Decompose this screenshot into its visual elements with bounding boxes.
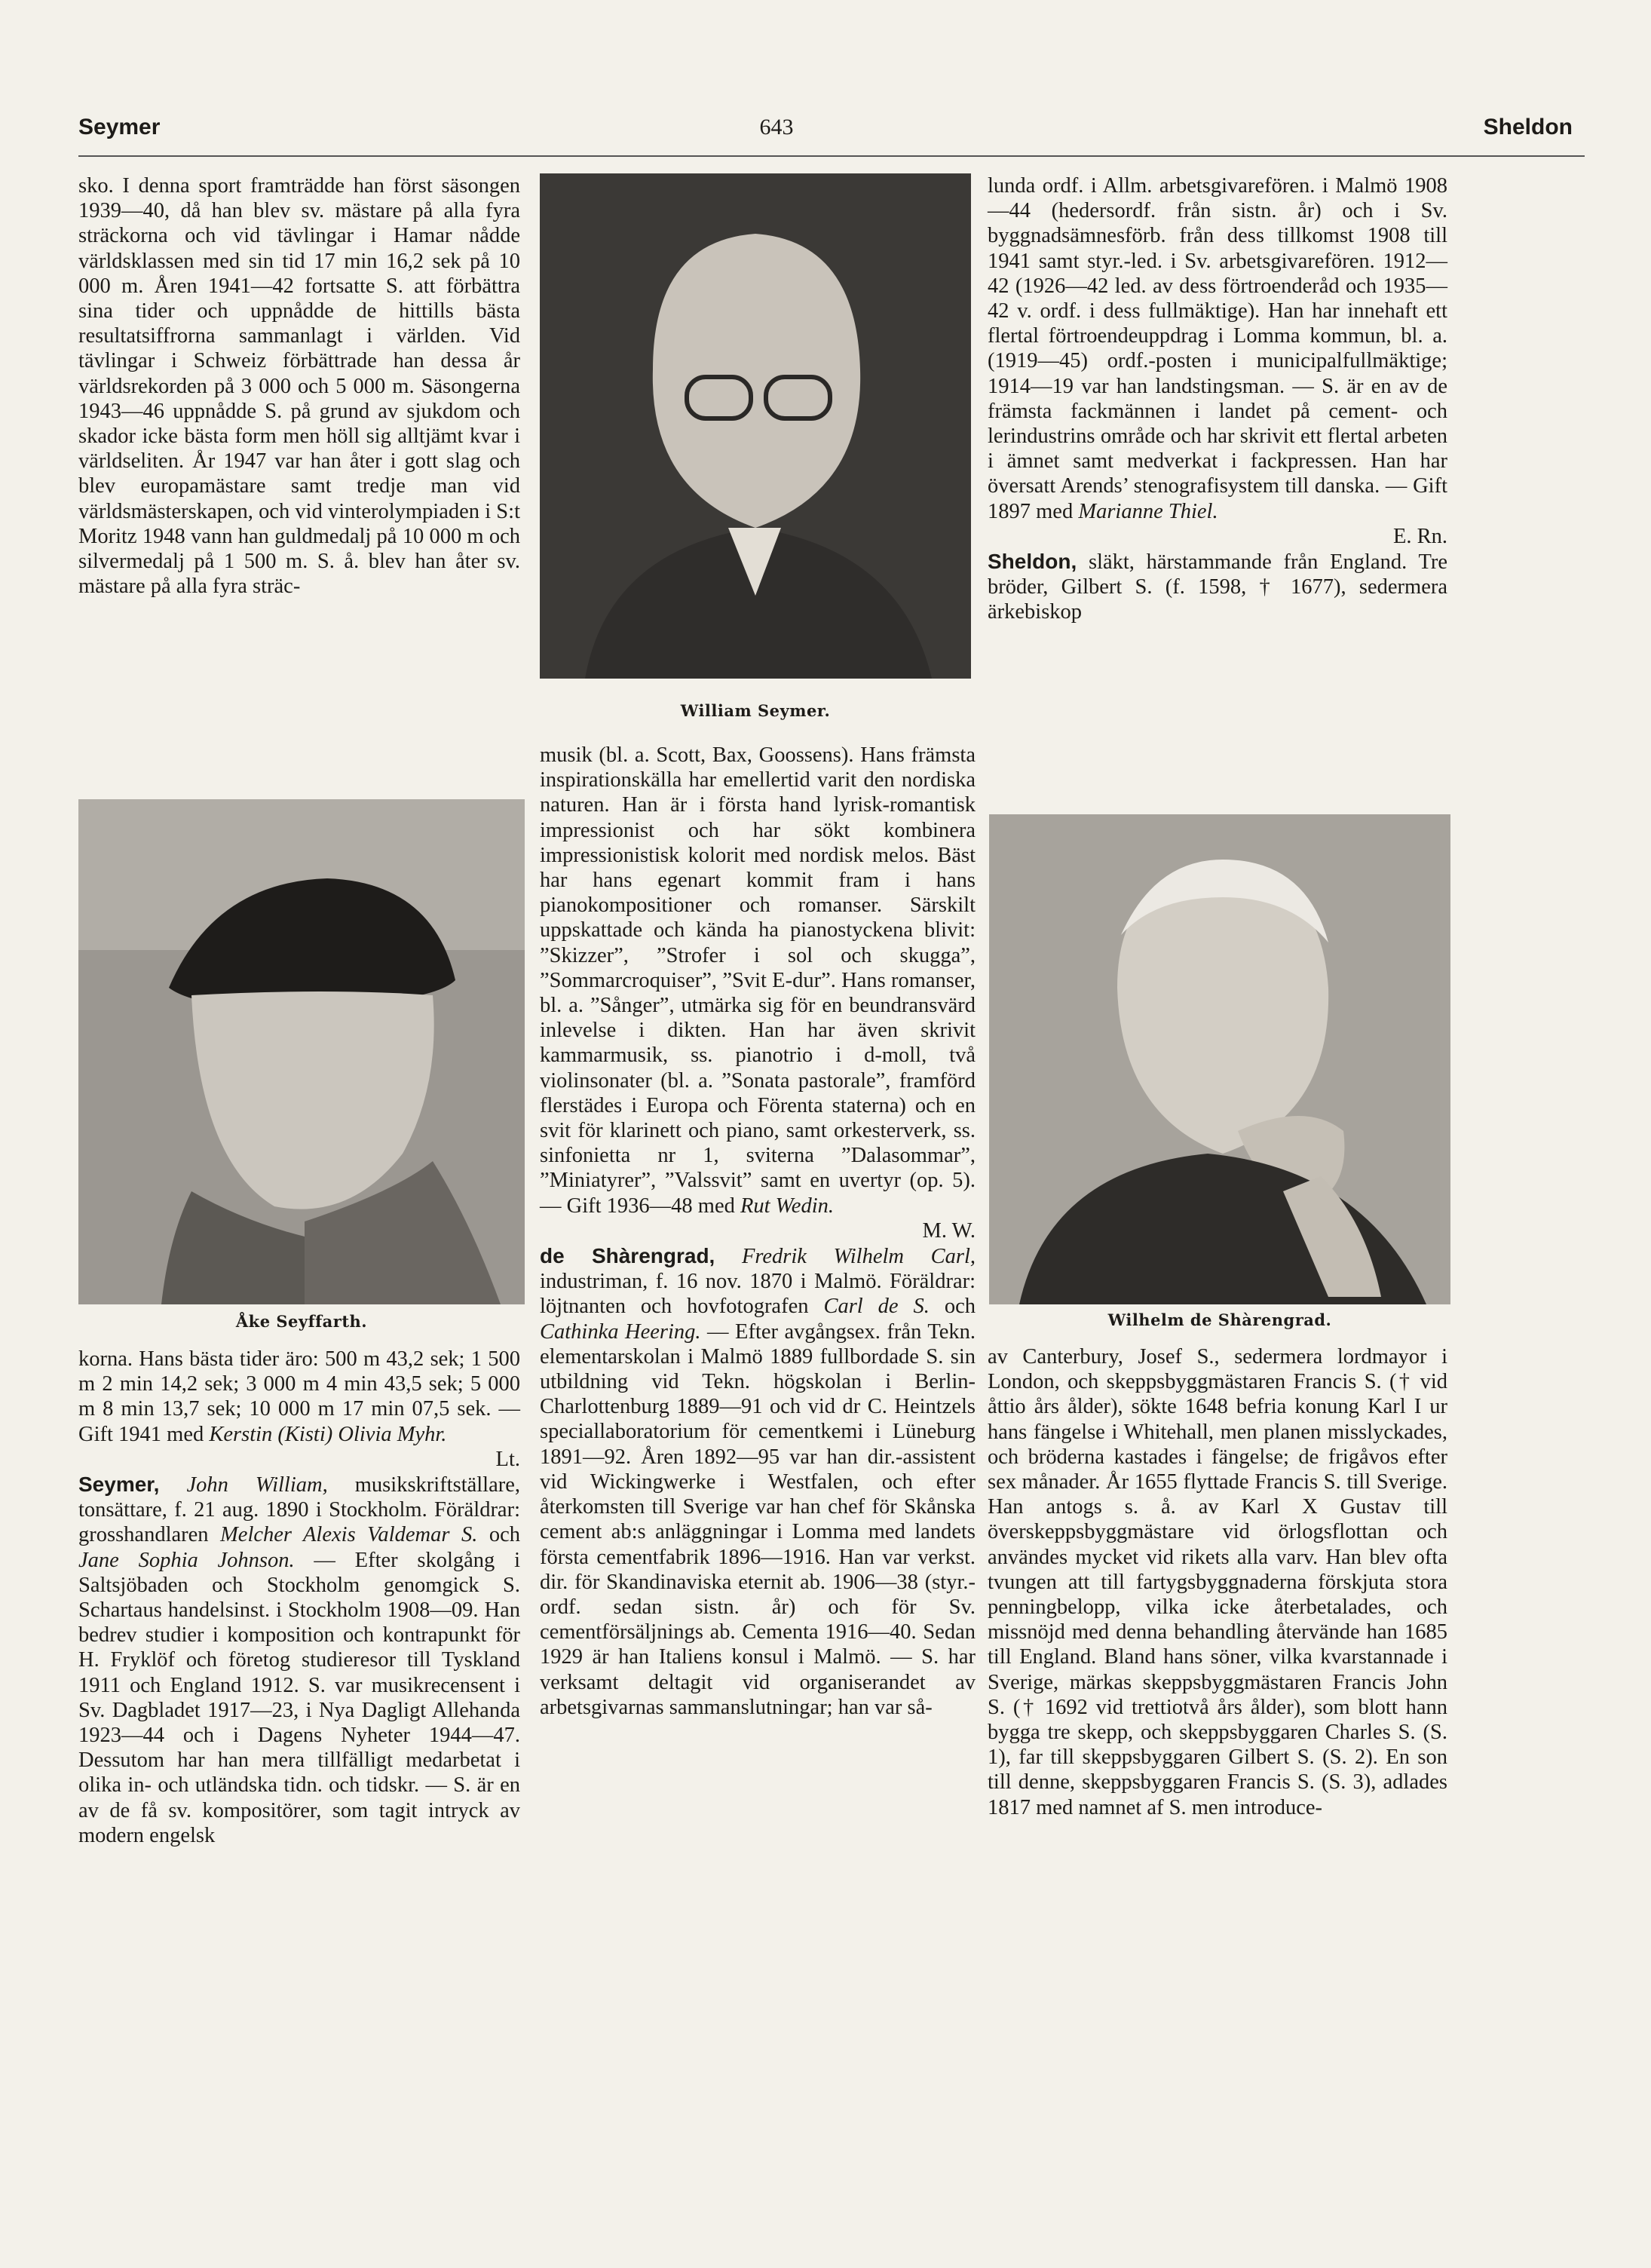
caption-sharengrad: Wilhelm de Shàrengrad. bbox=[1107, 1310, 1332, 1329]
sheldon-article: Sheldon, släkt, härstammande från England. Tre bröder, Gilbert S. (f. 1598, † 1677), sedermera ärkebiskop bbox=[988, 550, 1448, 624]
seyffarth-article-end: korna. Hans bästa tider äro: 500 m 43,2 sek; 1 500 m 2 min 14,2 sek; 3 000 m 4 min 43,5 sek; 5 000 m 8 min 13,7 sek; 10 000 m 17 min 07,5 sek. — Gift 1941 med Kerstin (Kisti) Olivia Myhr. Lt. bbox=[78, 1347, 520, 1471]
caption-seymer: William Seymer. bbox=[680, 701, 831, 720]
seymer-article: Seymer, John William, musikskriftställare, tonsättare, f. 21 aug. 1890 i Stockholm. Föräldrar: grosshandlaren Melcher Alexis Valdemar S. och Jane Sophia Johnson. — Efter skolgång i Saltsjöbaden och Stockholm genomgick S. Schartaus handelsinst. i Stockholm 1908—09. Han bedrev studier i komposition och kontrapunkt för H. Fryklöf och företog studieresor till Tyskland 1911 och England 1912. S. var musikrecensent i Sv. Dagbladet 1917—23, i Nya Dagligt Allehanda 1923—44 och i Dagens Nyheter 1944—47. Dessutom har han mera tillfälligt medarbetat i olika in- och utländska tidn. och tidskr. — S. är en av de få sv. kompositörer, som tagit intryck av modern engelsk bbox=[78, 1473, 521, 1847]
page-number: 643 bbox=[759, 115, 794, 139]
author-signature: Lt. bbox=[495, 1447, 520, 1471]
running-header-right: Sheldon bbox=[1483, 115, 1573, 139]
sharengrad-article-continued: lunda ordf. i Allm. arbetsgivarefören. i Malmö 1908—44 (hedersordf. från sistn. år) och i Sv. byggnadsämnesförb. från dess tillkomst 1908 till 1941 samt styr.-led. i Sv. arbetsgivarefören. 1912—42 (1926—42 led. av dess förtroenderåd och 1935—42 v. ordf. i dess fullmäktige). Han har innehaft ett flertal förtroendeuppdrag i Lomma kommun, bl. a. (1919—45) ordf.-posten i municipalfullmäktige; 1914—19 var han landstingsman. — S. är en av de främsta fackmännen i landet på cement- och lerindustrins område och har skrivit ett flertal arbeten i ämnet samt medverkat i fackpressen. Han har översatt Arends’ stenografisystem till danska. — Gift 1897 med Marianne Thiel. E. Rn. bbox=[988, 174, 1447, 548]
portrait-william-seymer bbox=[540, 173, 971, 679]
seymer-full-name: John William, bbox=[186, 1473, 328, 1497]
headword-seymer: Seymer, bbox=[78, 1473, 160, 1497]
header-rule bbox=[78, 155, 1585, 157]
column-3-bottom bbox=[988, 1344, 1447, 1820]
column-2 bbox=[540, 743, 976, 1720]
portrait-ake-seyffarth bbox=[78, 799, 525, 1304]
sheldon-article-continued: av Canterbury, Josef S., sedermera lordmayor i London, och skeppsbyggmästaren Francis S. († vid åttio års ålder), sökte 1648 befria konung Karl I ur hans fängelse i Whitehall, men planen misslyckades, och bröderna kastades i fängelse; de frigåvos efter sex månader. År 1655 flyttade Francis S. till Sverige. Han antogs s. å. av Karl X Gustav till överskeppsbyggmästare vid örlogsflottan och användes mycket vid rikets alla varv. Han blev ofta tvungen att till fartygsbyggnaderna förskjuta stora penningbelopp, vilka icke återbetalades, och missnöjd med denna behandling återvände han 1685 till England. Bland hans söner, vilka kvarstannade i Sverige, märkas skeppsbyggmästaren Francis John S. († 1692 vid trettiotvå års ålder), som blott hann bygga tre skepp, och skeppsbyggaren Charles S. (S. 1), far till skeppsbyggaren Gilbert S. (S. 2). En son till denne, skeppsbyggaren Francis S. (S. 3), adlades 1817 med namnet af S. men introduce- bbox=[988, 1345, 1447, 1819]
sharengrad-full-name: Fredrik Wilhelm Carl, bbox=[741, 1245, 976, 1269]
author-signature: M. W. bbox=[922, 1218, 976, 1243]
author-signature: E. Rn. bbox=[1392, 524, 1447, 548]
headword-sharengrad: de Shàrengrad, bbox=[540, 1244, 715, 1268]
seyffarth-article-continued: sko. I denna sport framträdde han först säsongen 1939—40, då han blev sv. mästare på alla fyra sträckorna och vid tävlingar i Hamar nådde världsklassen med sin tid 17 min 16,2 sek på 10 000 m. Åren 1941—42 fortsatte S. att förbättra sina tider och uppnådde de hittills bästa resultatsiffrorna sammanlagt i världen. Vid tävlingar i Schweiz förbättrade han dessa år världsrekorden på 3 000 och 5 000 m. Säsongerna 1943—46 uppnådde S. på grund av sjukdom och skador icke bästa form men höll sig alltjämt kvar i världseliten. År 1947 var han åter i gott slag och blev europamästare samt tredje man vid världsmästerskapen, och vid vinterolympiaden i S:t Moritz 1948 vann han guldmedalj på 10 000 m och silvermedalj på 1 500 m. S. å. blev han åter sv. mästare på alla fyra sträc- bbox=[78, 174, 520, 599]
caption-seyffarth: Åke Seyffarth. bbox=[235, 1312, 368, 1331]
portrait-wilhelm-de-sharengrad bbox=[989, 814, 1450, 1304]
running-header-left: Seymer bbox=[78, 115, 161, 139]
column-1-top bbox=[78, 173, 520, 599]
seymer-article-continued: musik (bl. a. Scott, Bax, Goossens). Hans främsta inspirationskälla har emellertid varit den nordiska naturen. Han är i första hand lyrisk-romantisk impressionist och har sökt kombinera impressionistisk kolorit med nordisk melos. Bäst har hans egenart kommit fram i hans pianokompositioner och romanser. Särskilt uppskattade och kända ha pianostyckena blivit: ”Skizzer”, ”Strofer i sol och skugga”, ”Sommarcroquiser”, ”Svit E-dur”. Hans romanser, bl. a. ”Sånger”, utmärka sig för en beundransvärd inlevelse i dikten. Han har även skrivit kammarmusik, ss. pianotrio i d-moll, två violinsonater (bl. a. ”Sonata pastorale”, framförd flerstädes i Europa och Förenta staterna) och en svit för klarinett och piano, samt orkesterverk, ss. sinfonietta nr 1, sviterna ”Dalasommar”, ”Miniatyrer”, ”Valssvit” samt en uvertyr (op. 5). — Gift 1936—48 med Rut Wedin. M. W. bbox=[540, 743, 976, 1243]
sharengrad-article: de Shàrengrad, Fredrik Wilhelm Carl, industriman, f. 16 nov. 1870 i Malmö. Föräldrar: löjtnanten och hovfotografen Carl de S. och Cathinka Heering. — Efter avgångsex. från Tekn. elementarskolan i Malmö 1889 fullbordade S. sin utbildning vid Tekn. högskolan i Berlin-Charlottenburg 1889—91 och vid dr C. Heintzels speciallaboratorium för cementkemi i Lüneburg 1891—92. Åren 1892—95 var han dir.-assistent vid Wickingwerke i Westfalen, och efter återkomsten till Sverige var han chef för Skånska cement ab:s anläggningar i Lomma med landets första cementfabrik 1896—1916. Han var verkst. dir. för Skandinaviska eternit ab. 1906—38 (styr.-ordf. sedan sistn. år) och för Sv. cementförsäljnings ab. Cementa 1916—40. Sedan 1929 är han Italiens konsul i Malmö. — S. har verksamt deltagit vid organiserandet av arbetsgivarnas sammanslutningar; han var så- bbox=[540, 1244, 976, 1719]
column-3-top bbox=[988, 173, 1447, 625]
headword-sheldon: Sheldon, bbox=[988, 550, 1077, 574]
spouse-name: Kerstin (Kisti) Olivia Myhr. bbox=[209, 1422, 447, 1446]
column-1-bottom bbox=[78, 1347, 520, 1848]
